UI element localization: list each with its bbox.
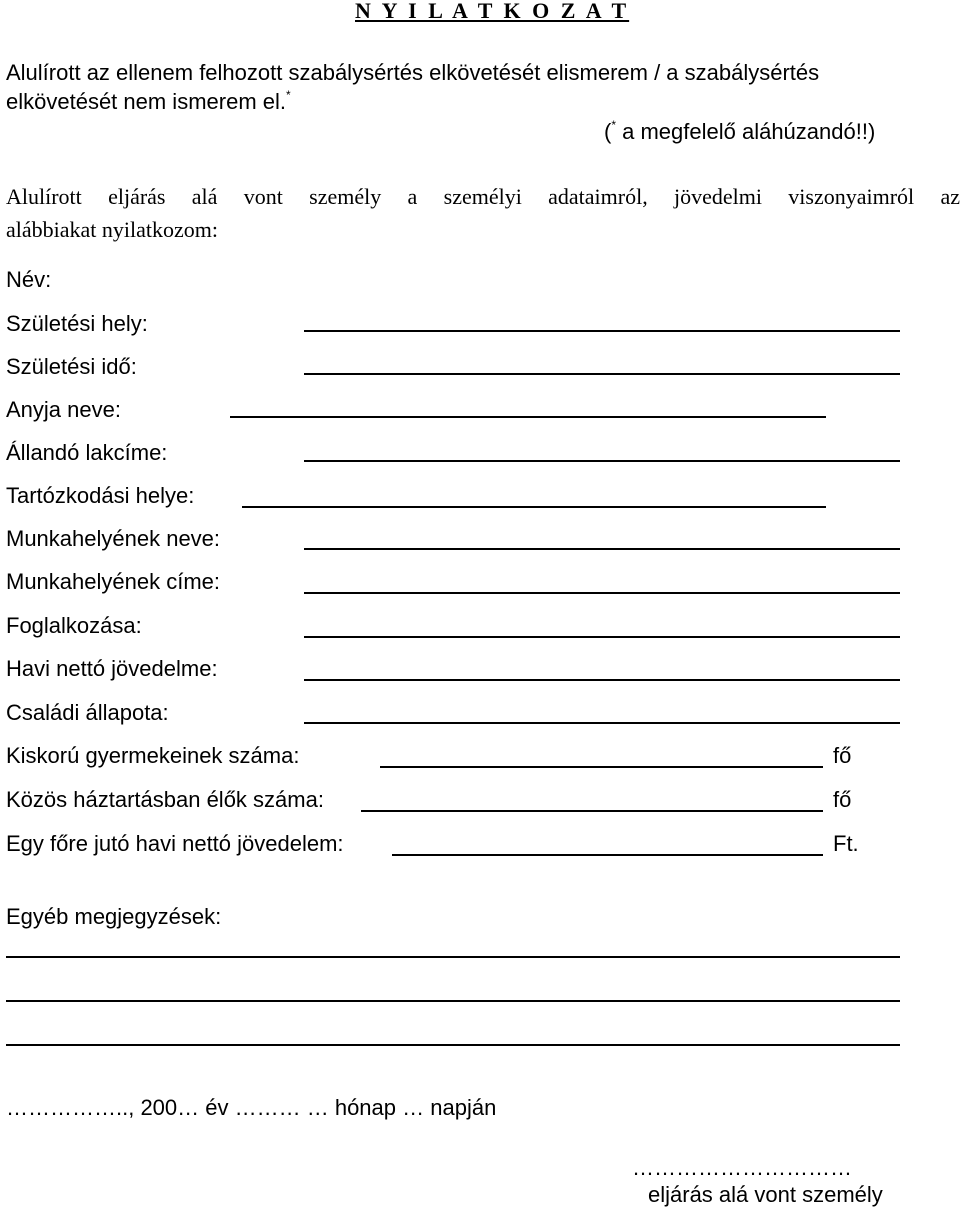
asterisk-mark: * [286, 88, 291, 102]
declaration-line-2: alábbiakat nyilatkozom: [6, 217, 218, 242]
intro-line-1: Alulírott az ellenem felhozott szabálysértés elkövetését elismerem / a szabálysértés [6, 60, 820, 85]
per-capita-income-label: Egy főre jutó havi nettó jövedelem: [6, 831, 344, 856]
mother-name-label: Anyja neve: [6, 397, 121, 422]
workplace-name-label: Munkahelyének neve: [6, 526, 221, 551]
minor-children-field[interactable] [380, 766, 823, 768]
address-label: Állandó lakcíme: [6, 440, 168, 465]
declaration-line-1: Alulírott eljárás alá vont személy a személyi adataimról, jövedelmi viszonyaimról az [6, 184, 960, 209]
net-income-label: Havi nettó jövedelme: [6, 656, 218, 681]
net-income-field[interactable] [304, 679, 900, 681]
household-members-unit: fő [833, 787, 852, 812]
name-label: Név: [6, 267, 52, 292]
intro-line-2: elkövetését nem ismerem el.* [6, 88, 291, 114]
minor-children-label: Kiskorú gyermekeinek száma: [6, 743, 300, 768]
intro-statement [6, 62, 819, 120]
remarks-line-2[interactable] [6, 1000, 900, 1002]
per-capita-income-field[interactable] [392, 854, 823, 856]
household-members-field[interactable] [361, 810, 823, 812]
note-asterisk: * [611, 118, 616, 132]
birth-date-field[interactable] [304, 373, 900, 375]
remarks-label: Egyéb megjegyzések: [6, 904, 222, 929]
minor-children-unit: fő [833, 743, 852, 768]
occupation-field[interactable] [304, 636, 900, 638]
remarks-line-3[interactable] [6, 1044, 900, 1046]
occupation-label: Foglalkozása: [6, 613, 142, 638]
household-members-label: Közös háztartásban élők száma: [6, 787, 324, 812]
workplace-name-field[interactable] [304, 548, 900, 550]
signature-dots: ………………………… [632, 1155, 852, 1180]
workplace-address-label: Munkahelyének címe: [6, 569, 220, 594]
marital-status-label: Családi állapota: [6, 700, 169, 725]
underline-instruction-note: (* a megfelelő aláhúzandó!!) [604, 118, 876, 144]
remarks-line-1[interactable] [6, 956, 900, 958]
address-field[interactable] [304, 460, 900, 462]
date-line: …………….., 200… év ……… … hónap … napján [6, 1095, 497, 1120]
signature-label: eljárás alá vont személy [648, 1182, 883, 1207]
per-capita-income-unit: Ft. [833, 831, 859, 856]
birth-date-label: Születési idő: [6, 354, 137, 379]
marital-status-field[interactable] [304, 722, 900, 724]
mother-name-field[interactable] [230, 416, 826, 418]
residence-field[interactable] [242, 506, 826, 508]
declaration-paragraph [6, 180, 960, 246]
birth-place-label: Születési hely: [6, 311, 148, 336]
birth-place-field[interactable] [304, 330, 900, 332]
residence-label: Tartózkodási helye: [6, 483, 195, 508]
workplace-address-field[interactable] [304, 592, 900, 594]
document-title: N Y I L A T K O Z A T [355, 0, 630, 23]
